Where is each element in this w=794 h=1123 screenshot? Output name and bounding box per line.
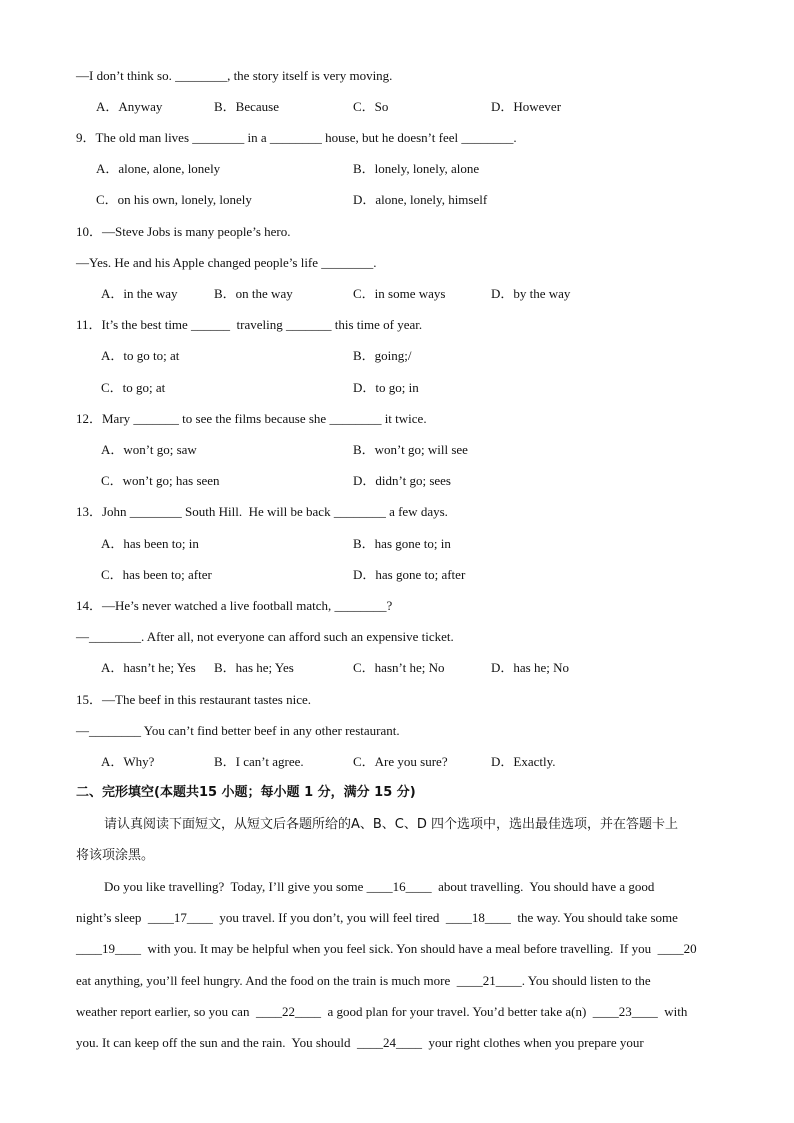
q13-option-c: C．has been to; after [101, 567, 212, 582]
passage-line: night’s sleep ____17____ you travel. If you don’t, you will feel tired ____18____ the way. You should take some [76, 910, 678, 925]
q12-option-d: D．didn’t go; sees [353, 473, 451, 488]
q10-option-b: B．on the way [214, 286, 293, 301]
q10-stem: 10．—Steve Jobs is many people’s hero. [76, 224, 291, 239]
section2-instruction-line2: 将该项涂黑。 [76, 848, 155, 863]
passage-line: eat anything, you’ll feel hungry. And the food on the train is much more ____21____. You should listen to the [76, 973, 651, 988]
q14-stem: 14．—He’s never watched a live football match, ________? [76, 598, 393, 613]
q15-stem: 15．—The beef in this restaurant tastes nice. [76, 692, 312, 707]
q15-option-a: A．Why? [101, 754, 155, 769]
q11-option-d: D．to go; in [353, 380, 419, 395]
section2-instruction-line1: 请认真阅读下面短文，从短文后各题所给的A、B、C、D 四个选项中，选出最佳选项，并在答题卡上 [104, 817, 679, 832]
q14-option-b: B．has he; Yes [214, 660, 294, 675]
q8-option-b: B．Because [214, 99, 279, 114]
q13-option-a: A．has been to; in [101, 536, 199, 551]
q10-option-a: A．in the way [101, 286, 178, 301]
q8-option-d: D．However [491, 99, 562, 114]
q10-reply: —Yes. He and his Apple changed people’s life ________. [76, 255, 377, 270]
q8-answer-line: —I don’t think so. ________, the story itself is very moving. [76, 68, 393, 83]
q15-option-c: C．Are you sure? [353, 754, 448, 769]
q14-option-a: A．hasn’t he; Yes [101, 660, 196, 675]
q15-option-d: D．Exactly. [491, 754, 556, 769]
passage-line: weather report earlier, so you can ____22____ a good plan for your travel. You’d better take a(n) ____23____ with [76, 1004, 688, 1019]
q13-option-b: B．has gone to; in [353, 536, 451, 551]
q12-option-c: C．won’t go; has seen [101, 473, 220, 488]
q14-option-c: C．hasn’t he; No [353, 660, 445, 675]
passage-line: Do you like travelling? Today, I’ll give you some ____16____ about travelling. You should have a good [104, 879, 655, 894]
q14-reply: —________. After all, not everyone can afford such an expensive ticket. [76, 629, 454, 644]
q9-stem: 9．The old man lives ________ in a ________ house, but he doesn’t feel ________. [76, 130, 517, 145]
q9-option-a: A．alone, alone, lonely [96, 161, 221, 176]
q13-option-d: D．has gone to; after [353, 567, 466, 582]
q13-stem: 13．John ________ South Hill. He will be back ________ a few days. [76, 504, 448, 519]
q10-option-c: C．in some ways [353, 286, 446, 301]
q9-option-b: B．lonely, lonely, alone [353, 161, 480, 176]
passage-line: you. It can keep off the sun and the rain. You should ____24____ your right clothes when you prepare your [76, 1035, 644, 1050]
q8-option-a: A．Anyway [96, 99, 163, 114]
section2-heading: 二、完形填空(本题共15 小题；每小题 1 分，满分 15 分) [76, 785, 416, 800]
q12-option-a: A．won’t go; saw [101, 442, 197, 457]
q11-option-b: B．going;/ [353, 348, 412, 363]
q12-stem: 12．Mary _______ to see the films because she ________ it twice. [76, 411, 427, 426]
q10-option-d: D．by the way [491, 286, 571, 301]
q9-option-d: D．alone, lonely, himself [353, 192, 488, 207]
q11-option-c: C．to go; at [101, 380, 166, 395]
q15-option-b: B．I can’t agree. [214, 754, 304, 769]
q11-option-a: A．to go to; at [101, 348, 180, 363]
q14-option-d: D．has he; No [491, 660, 569, 675]
q15-reply: —________ You can’t find better beef in any other restaurant. [76, 723, 400, 738]
q12-option-b: B．won’t go; will see [353, 442, 468, 457]
q8-option-c: C．So [353, 99, 389, 114]
passage-line: ____19____ with you. It may be helpful when you feel sick. Yon should have a meal before travelling. If you ____20 [76, 941, 697, 956]
q9-option-c: C．on his own, lonely, lonely [96, 192, 252, 207]
q11-stem: 11．It’s the best time ______ traveling _______ this time of year. [76, 317, 423, 332]
